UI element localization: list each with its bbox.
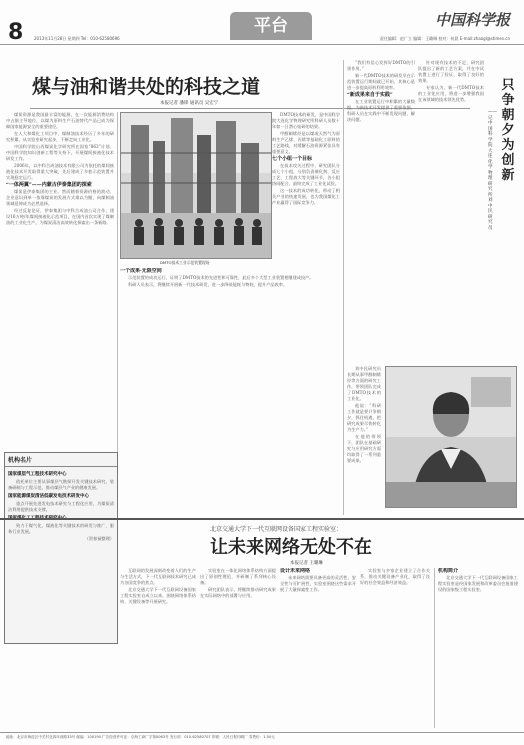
editor-line: 责任编辑：赵广立 编辑：王璐琳 校对：何晨 E-mail:zhaogl@stimes.cn bbox=[379, 36, 510, 41]
paragraph: 煤炭资源是我国最丰富的能源，在一次能源消费结构中占据主导地位，以煤为原料生产石油替代产品已成为保障国家能源安全的重要途径。 bbox=[6, 112, 114, 129]
vertical-subtitle: ——记中国科学院大连化学物理研究所刘中民研究员 bbox=[488, 110, 497, 231]
paragraph: 在他的带领下，团队在基础研究与应用研究方面均取得了一系列重要成果。 bbox=[347, 434, 381, 463]
vertical-headline bbox=[496, 78, 520, 298]
subheading: 设计未来网络 bbox=[280, 568, 311, 574]
column-divider bbox=[434, 568, 435, 728]
sidebar-box bbox=[4, 452, 118, 644]
section-divider bbox=[0, 518, 524, 520]
article1-column-2 bbox=[272, 112, 340, 262]
sidebar-author: （贺春禄整理） bbox=[84, 536, 114, 541]
paragraph: 这一技术的成功转化，带动了相关产业的快速发展，也为我国煤化工产业赢得了国际竞争力。 bbox=[272, 188, 340, 205]
right-article-column-3 bbox=[347, 366, 381, 514]
article2-byline: 本报记者 王璐琳 bbox=[290, 561, 323, 566]
paragraph: 经过反复论证，伊泰集团与中科合成油公司合作，建设16万吨/年煤间接液化示范项目，在国内首次实现了煤制油的工业化生产，为煤炭清洁高效转化探索出一条新路。 bbox=[6, 208, 114, 225]
vertical-headline-char: 夕 bbox=[501, 123, 515, 138]
photo-caption: DMTO技术工业示范装置现场 bbox=[160, 260, 210, 265]
paragraph: 北京交通大学下一代互联网设备国家工程实验室自成立以来，围绕网络体系结构、关键设备等开展研究。 bbox=[120, 587, 196, 604]
right-article-column-1 bbox=[347, 60, 415, 360]
paragraph: 刘中民研究员长期从事甲醇制烯烃等方面的研究工作，带领团队完成了DMTO技术的工业化。 bbox=[347, 366, 381, 401]
page-number: 8 bbox=[8, 20, 24, 45]
subheading: “一体两翼”——内蒙古伊泰集团的探索 bbox=[6, 182, 92, 188]
paragraph: “我们有信心发挥好DMTO的引领作用。” bbox=[347, 60, 415, 71]
sidebar-item-text: 重点开展先进发电技术研究与工程化应用，为煤炭清洁利用提供技术支撑。 bbox=[8, 501, 114, 512]
vertical-headline-char: 只 bbox=[501, 78, 515, 93]
article-byline: 本报记者 潘锋 通讯员 吴宏宁 bbox=[160, 101, 219, 106]
article2-column-4 bbox=[360, 568, 430, 728]
sidebar-item-text: 致力于煤气化、煤液化等关键技术的研发与推广，服务行业发展。 bbox=[8, 523, 114, 534]
paragraph: 他说：“科研工作就是要只争朝夕，抓住机遇，把研究成果尽快转化为生产力。” bbox=[347, 403, 381, 432]
paragraph: 实验室在一体化网络体系结构方面提出了原创性理论，并研制了系列核心设备。 bbox=[200, 568, 276, 585]
page-footer: 地址：北京市海淀区中关村北四环西路33号 邮编：100190 广告经营许可证：京海工商广字第0063号 发行部：010-62580707 印刷：人民日报印刷厂 零售价：1.50元 bbox=[0, 732, 524, 745]
paragraph: DMTO技术的研发，是中国科学院大连化学物理研究所科研人员数十年如一日潜心钻研的结果。 bbox=[272, 112, 340, 129]
article2-column-3 bbox=[280, 568, 356, 728]
vertical-headline-char: 为 bbox=[501, 138, 515, 153]
section-tab: 平台 bbox=[230, 12, 312, 40]
column-divider bbox=[343, 60, 344, 515]
article1-column-3 bbox=[120, 268, 340, 513]
institution-heading: 机构简介 bbox=[438, 568, 459, 574]
article2-column-1 bbox=[120, 568, 196, 728]
paragraph: 甲醇制烯烃是以煤或天然气为原料生产乙烯、丙烯等基础化工原料的工艺路线，对缓解石油资源紧张具有重要意义。 bbox=[272, 131, 340, 154]
vertical-headline-char: 创 bbox=[501, 153, 515, 168]
sidebar-title: 机构名片 bbox=[5, 453, 117, 467]
paragraph: 互联网的发展深刻改变着人们的生产与生活方式，下一代互联网技术研究已成为各国竞争的焦点。 bbox=[120, 568, 196, 585]
article2-column-2 bbox=[200, 568, 276, 728]
article2-institution-column bbox=[438, 568, 518, 728]
paragraph: 北京交通大学下一代互联网设备国家工程实验室是经国家发展和改革委员会批准建设的国家级工程实验室。 bbox=[438, 575, 518, 592]
refinery-photo bbox=[120, 112, 272, 259]
subheading: 一个成果·无限空间 bbox=[120, 268, 162, 274]
paragraph: 新一代DMTO技术的研发早在示范装置运行期间就已开始，其核心是进一步提高原料利用效率。 bbox=[347, 73, 415, 90]
paragraph: 在工业装置运行中积累的大量数据，为新技术开发提供了重要依据，科研人员在实践中不断发现问题、解决问题。 bbox=[347, 99, 415, 122]
subheading: 七个小组一个目标 bbox=[272, 156, 313, 162]
article2-kicker: 北京交通大学下一代互联网设备国家工程实验室： bbox=[210, 526, 343, 533]
masthead-logo: 中国科学报 bbox=[434, 11, 510, 29]
article-headline: 煤与油和谐共处的科技之道 bbox=[32, 76, 261, 98]
paragraph: 实验室与多家企业建立了合作关系，推动关键设备产业化，取得了良好的社会效益和经济效益。 bbox=[360, 568, 430, 585]
paragraph: 在人大和煤化工项目中，煤制油技术经历了多年的研究积累，从实验室研究起步，不断走向工业化。 bbox=[6, 131, 114, 142]
paragraph: 专家认为，新一代DMTO技术的工业化应用，将进一步增强我国在该领域的技术领先优势。 bbox=[418, 85, 484, 102]
portrait-photo bbox=[385, 366, 517, 508]
date-line: 2013年11月28日 星期四 Tel：010-62580696 bbox=[34, 36, 120, 41]
article2-title: 让未来网络无处不在 bbox=[210, 537, 372, 558]
subheading: “新成果来自于实践” bbox=[347, 92, 393, 98]
vertical-headline-char: 朝 bbox=[501, 108, 515, 123]
paragraph: 针对现有技术的不足，研究团队提出了新的工艺方案，并在中试装置上进行了验证，取得了良好的效果。 bbox=[418, 60, 484, 83]
right-article-column-2 bbox=[418, 60, 484, 360]
article1-column-1 bbox=[6, 112, 114, 448]
paragraph: 中国科学院山西煤炭化学研究所在国家“863”计划、中国科学院知识创新工程等支持下，开展煤间接液化技术研发工作。 bbox=[6, 144, 114, 161]
sidebar-item-text: 依托单位主要从事煤层气勘探开发关键技术研究、装备研制与工程示范，推动煤层气产业的健康发展。 bbox=[8, 479, 114, 490]
paragraph: 研究团队表示，将继续推动研究成果在实际网络中的部署与应用。 bbox=[200, 587, 276, 598]
vertical-headline-char: 争 bbox=[501, 93, 515, 108]
page-header bbox=[0, 0, 524, 45]
sidebar-item-name: 国家煤层气工程技术研究中心 bbox=[8, 472, 67, 477]
sidebar-item-name: 国家能源煤炭清洁低碳发电技术研发中心 bbox=[8, 494, 89, 499]
paragraph: 煤炭是伊泰集团的主业。然而随着资源价格的波动，企业意识到单一依靠煤炭的发展方式难以为继，向煤制油领域延伸成为必然选择。 bbox=[6, 189, 114, 206]
paragraph: 未来网络需要具备更高的灵活性、安全性与可扩展性，实验室围绕这些需求开展了大量探索性工作。 bbox=[280, 575, 356, 592]
sidebar-body bbox=[5, 467, 117, 651]
paragraph: 科研人员表示，将继续开展新一代技术研发，进一步降低能耗与物耗，提升产品收率。 bbox=[128, 282, 288, 287]
paragraph: 在技术攻关过程中，研究团队分成七个小组，分别负责催化剂、反应工艺、工程放大等关键环节，各小组协同配合，最终完成了工业化试验。 bbox=[272, 163, 340, 186]
paragraph: 示范装置的成功运行，证明了DMTO技术的先进性和可靠性，此后多个大型工业装置相继建成投产。 bbox=[128, 275, 314, 280]
vertical-headline-char: 新 bbox=[501, 168, 515, 183]
paragraph: 2006年，以中科合成油技术有限公司为依托的煤间接液化技术开发取得重大突破，先后建成了多套示范装置并实现稳定运行。 bbox=[6, 163, 114, 180]
